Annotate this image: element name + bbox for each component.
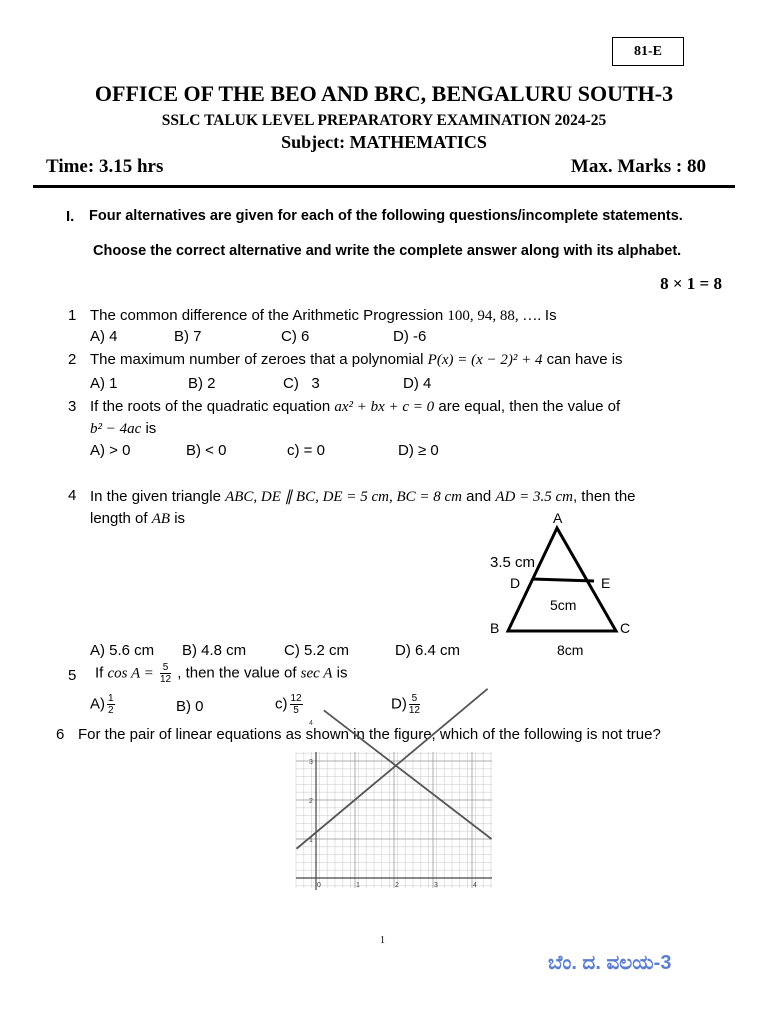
y-tick-label: 3: [309, 759, 313, 766]
q2-option-d: D) 4: [403, 375, 432, 392]
q5-fraction: [160, 662, 171, 685]
q5-math: cos A =: [107, 665, 154, 682]
q3-line2-math: b² − 4ac: [90, 421, 142, 437]
q5-text: [95, 662, 347, 685]
q5-option-d-den: 12: [408, 705, 420, 716]
linear-equations-graph: [292, 720, 497, 894]
header-rule: [33, 185, 735, 188]
q4-text-b: and: [461, 488, 496, 505]
x-tick-label: 3: [434, 882, 438, 889]
q2-number: 2: [68, 351, 77, 368]
q3-option-d: D) ≥ 0: [398, 442, 439, 459]
q5-option-c: [275, 693, 305, 716]
q5-text-b: , then the value of: [173, 664, 301, 682]
q2-option-a: A) 1: [90, 375, 118, 392]
q5-option-d: [391, 693, 422, 716]
q5-option-d-label: D): [391, 695, 407, 713]
q5-text-c: is: [332, 664, 348, 682]
office-title: OFFICE OF THE BEO AND BRC, BENGALURU SOUTH-3: [94, 81, 674, 106]
section-number: I.: [66, 208, 75, 225]
x-tick-label: 0: [317, 882, 321, 889]
q4-number: 4: [68, 487, 77, 504]
triangle-figure: [480, 508, 640, 663]
subject-title: Subject: MATHEMATICS: [281, 132, 487, 152]
max-marks: Max. Marks : 80: [570, 156, 706, 177]
q4-line2-a: length of: [90, 510, 152, 527]
time-allowed: Time: 3.15 hrs: [46, 156, 164, 177]
q3-text-b: are equal, then the value of: [434, 398, 621, 415]
q5-frac-den: 12: [159, 674, 172, 685]
x-tick-label: 1: [356, 882, 360, 889]
q4-text-c: , then the: [572, 488, 636, 505]
x-tick-label: 4: [473, 882, 477, 889]
q6-text: For the pair of linear equations as shown in the figure, which of the following is not true?: [78, 726, 661, 743]
q2-text-a: The maximum number of zeroes that a polynomial: [90, 351, 428, 368]
section-instruction-2: Choose the correct alternative and write the complete answer along with its alphabet.: [93, 243, 682, 259]
q4-text-a: In the given triangle: [90, 488, 226, 505]
x-tick-label: 2: [395, 882, 399, 889]
y-tick-label: 1: [309, 837, 313, 844]
section-marks: 8 × 1 = 8: [660, 274, 722, 293]
q5-option-c-den: 5: [293, 705, 299, 716]
q1-option-d: D) -6: [393, 328, 427, 345]
q2-math: P(x) = (x − 2)² + 4: [427, 352, 543, 368]
q4-math: ABC, DE ∥ BC, DE = 5 cm, BC = 8 cm: [225, 489, 462, 505]
q5-math-2: sec A: [300, 665, 333, 682]
q5-option-a: [90, 693, 117, 716]
q4-option-a: A) 5.6 cm: [90, 642, 155, 659]
q1-option-a: A) 4: [90, 328, 118, 345]
label-b: B: [490, 620, 500, 636]
q3-line2-text: is: [141, 420, 157, 437]
q5-option-a-num: 1: [108, 693, 114, 704]
exam-title: SSLC TALUK LEVEL PREPARATORY EXAMINATION 2024-25: [161, 112, 607, 129]
label-a: A: [553, 510, 563, 526]
q5-option-c-frac: [290, 693, 303, 716]
q6-number: 6: [56, 726, 65, 743]
label-c: C: [620, 620, 631, 636]
q4-line2-b: is: [170, 510, 186, 527]
q1-text: [90, 307, 557, 325]
q2-text: [90, 351, 623, 369]
q2-option-c: C) 3: [283, 375, 320, 392]
page-number: 1: [380, 935, 385, 946]
paper-code-box: 81-E: [612, 37, 684, 66]
label-bc: 8cm: [557, 642, 584, 658]
q3-option-c: c) = 0: [287, 442, 325, 459]
q3-option-a: A) > 0: [90, 442, 131, 459]
q4-math-2: AD = 3.5 cm: [495, 489, 573, 505]
q4-option-d: D) 6.4 cm: [395, 642, 461, 659]
q3-text-line2: [90, 420, 156, 438]
q5-option-a-den: 2: [108, 705, 114, 716]
q2-text-b: can have is: [542, 351, 623, 368]
label-e: E: [601, 575, 611, 591]
zone-stamp: ಬೆಂ. ದ. ವಲಯ-3: [548, 952, 672, 974]
section-instruction-1: Four alternatives are given for each of the following questions/incomplete statements.: [89, 208, 683, 224]
q5-option-c-num: 12: [290, 693, 302, 704]
q4-option-c: C) 5.2 cm: [284, 642, 350, 659]
q1-text-a: The common difference of the Arithmetic Progression: [90, 307, 448, 324]
q4-line2-math: AB: [151, 511, 171, 527]
q4-text-line2: [90, 510, 185, 528]
label-d: D: [510, 575, 521, 591]
q1-option-c: C) 6: [281, 328, 310, 345]
q5-frac-num: 5: [160, 662, 171, 674]
q4-option-b: B) 4.8 cm: [182, 642, 247, 659]
q5-option-d-frac: [409, 693, 420, 716]
q5-number: 5: [68, 667, 77, 684]
q1-number: 1: [68, 307, 77, 324]
y-tick-label: 2: [309, 798, 313, 805]
label-ad: 3.5 cm: [490, 554, 536, 571]
q3-number: 3: [68, 398, 77, 415]
q3-text-a: If the roots of the quadratic equation: [90, 398, 335, 415]
q3-text: [90, 398, 620, 416]
y-tick-label: 4: [309, 720, 313, 727]
label-de: 5cm: [550, 597, 577, 613]
q1-math: 100, 94, 88, ….: [447, 308, 545, 324]
q5-option-d-num: 5: [409, 693, 420, 705]
q3-option-b: B) < 0: [186, 442, 227, 459]
q5-option-a-label: A): [90, 695, 105, 713]
q4-text: [90, 487, 636, 506]
q5-option-c-label: c): [275, 695, 288, 713]
q1-text-b: Is: [544, 307, 557, 324]
segment-de: [532, 579, 594, 581]
q2-option-b: B) 2: [188, 375, 216, 392]
q5-option-b: B) 0: [176, 698, 204, 715]
q5-text-a: If: [95, 664, 108, 682]
q5-option-a-frac: [107, 693, 115, 716]
q1-option-b: B) 7: [174, 328, 202, 345]
q3-math: ax² + bx + c = 0: [334, 399, 435, 415]
